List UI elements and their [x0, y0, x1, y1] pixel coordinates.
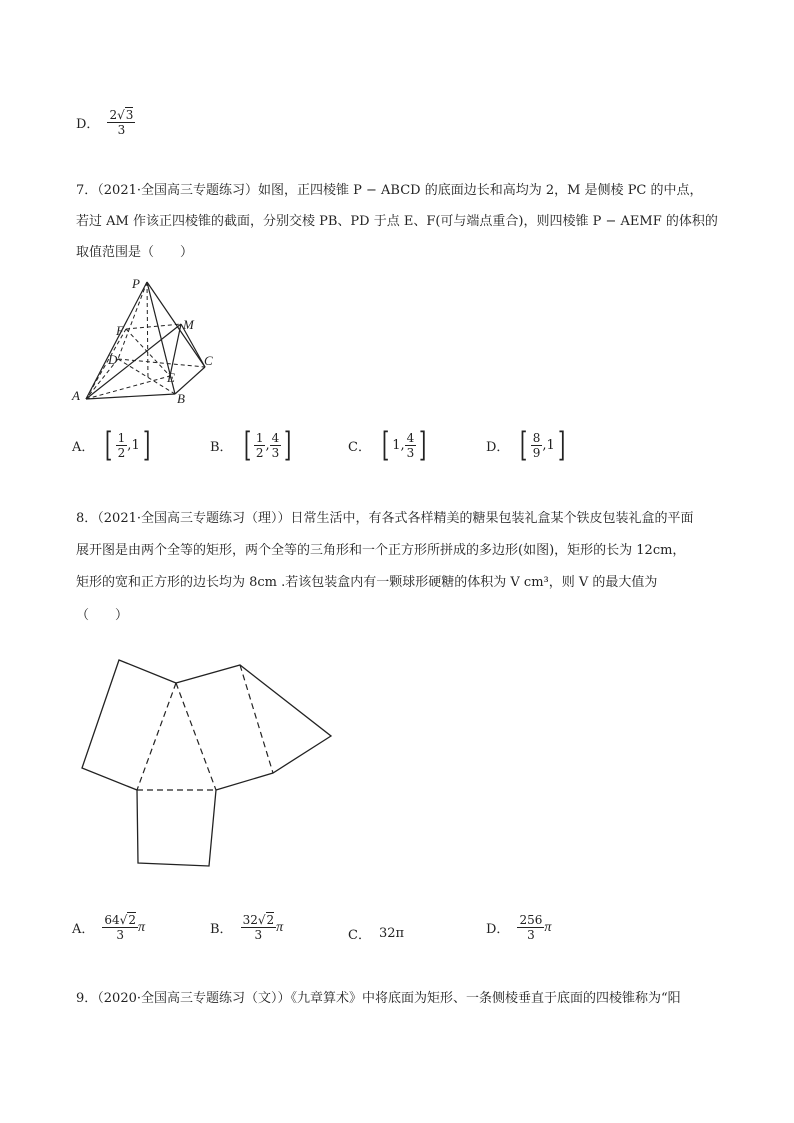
q8-option-d: [486, 913, 551, 942]
q8-option-b: B． $\frac{32√2}{3}$ π: [210, 913, 284, 942]
denominator: 9: [532, 445, 541, 460]
numerator: 4: [406, 430, 415, 445]
pi: π: [137, 919, 145, 935]
option-label: C．: [348, 439, 371, 455]
radicand: 2: [128, 913, 136, 927]
radicand: 2: [266, 913, 275, 927]
q8-option-a: A． $\frac{64√2}{3}$ π: [72, 913, 145, 942]
value: 1: [546, 437, 555, 453]
q8-line-2: 展开图是由两个全等的矩形，两个全等的三角形和一个正方形所拼成的多边形(如图)，矩形的长为 12cm，: [76, 543, 686, 558]
denominator: 3: [271, 445, 280, 460]
q8-option-c: [348, 924, 404, 943]
option-label: A．: [72, 439, 95, 455]
label-m: M: [183, 317, 194, 332]
coef: 2: [109, 108, 118, 122]
radicand: 3: [125, 108, 134, 122]
label-f: F: [116, 323, 124, 338]
option-label: A．: [72, 922, 95, 937]
pi: π: [276, 919, 284, 935]
denominator: 2: [117, 445, 126, 460]
denominator: 3: [116, 928, 124, 942]
q6-option-d: [76, 108, 135, 137]
denominator: 3: [117, 123, 126, 137]
coef: 64: [104, 913, 120, 927]
label-c: C: [204, 353, 213, 368]
numerator: 1: [255, 430, 264, 445]
net-figure: [70, 650, 350, 875]
denominator: 3: [406, 445, 415, 460]
option-label: D．: [486, 439, 510, 455]
q9-line-1: 9．（2020·全国高三专题练习（文））《九章算术》中将底面为矩形、一条侧棱垂直于底面的四棱锥称为“阳: [76, 991, 681, 1006]
numerator: 256: [519, 913, 543, 927]
option-label: B．: [210, 922, 233, 937]
q7-line-2: 若过 AM 作该正四棱锥的截面，分别交棱 PB、PD 于点 E、F(可与端点重合)，则四棱锥 P − AEMF 的体积的: [76, 214, 718, 229]
q7-option-c: C． [ 1 , $\frac{4}{3}$ ]: [348, 425, 427, 465]
fraction: $\frac{2√3}{3}$: [109, 108, 134, 137]
label-p: P: [132, 276, 140, 291]
pi: π: [544, 919, 552, 935]
numerator: 8: [532, 430, 541, 445]
coef: 32: [242, 913, 258, 927]
value: 32π: [378, 926, 405, 941]
option-label: D．: [486, 922, 510, 937]
value: 1: [392, 437, 401, 453]
value: 1: [131, 437, 140, 453]
q7-option-a: A． [ $\frac{1}{2}$ , 1 ]: [72, 425, 150, 465]
denominator: 3: [254, 928, 263, 942]
numerator: 4: [271, 430, 280, 445]
label-b: B: [177, 391, 185, 406]
denominator: 3: [527, 928, 535, 942]
pyramid-figure: [70, 272, 220, 407]
label-a: A: [72, 388, 80, 403]
q8-line-4: （ ）: [76, 608, 129, 623]
label-e: E: [167, 370, 175, 385]
q7-option-d: D． [ $\frac{8}{9}$ , 1 ]: [486, 425, 566, 465]
numerator: 1: [117, 430, 126, 445]
q8-line-1: 8．（2021·全国高三专题练习（理））日常生活中，有各式各样精美的糖果包装礼盒某个铁皮包装礼盒的平面: [76, 511, 694, 526]
q7-option-b: B． [ $\frac{1}{2}$ , $\frac{4}{3}$ ]: [210, 425, 292, 465]
q8-line-3: 矩形的宽和正方形的边长均为 8cm .若该包装盒内有一颗球形硬糖的体积为 V cm³，则 V 的最大值为: [76, 575, 658, 590]
q7-line-1: 7．（2021·全国高三专题练习）如图，正四棱锥 P − ABCD 的底面边长和高均为 2，M 是侧棱 PC 的中点，: [76, 183, 703, 198]
label-d: D: [108, 352, 118, 367]
option-label: C．: [348, 928, 371, 943]
option-label: D．: [76, 117, 100, 132]
q7-line-3: 取值范围是（ ）: [76, 245, 194, 260]
option-label: B．: [210, 439, 233, 455]
denominator: 2: [255, 445, 264, 460]
